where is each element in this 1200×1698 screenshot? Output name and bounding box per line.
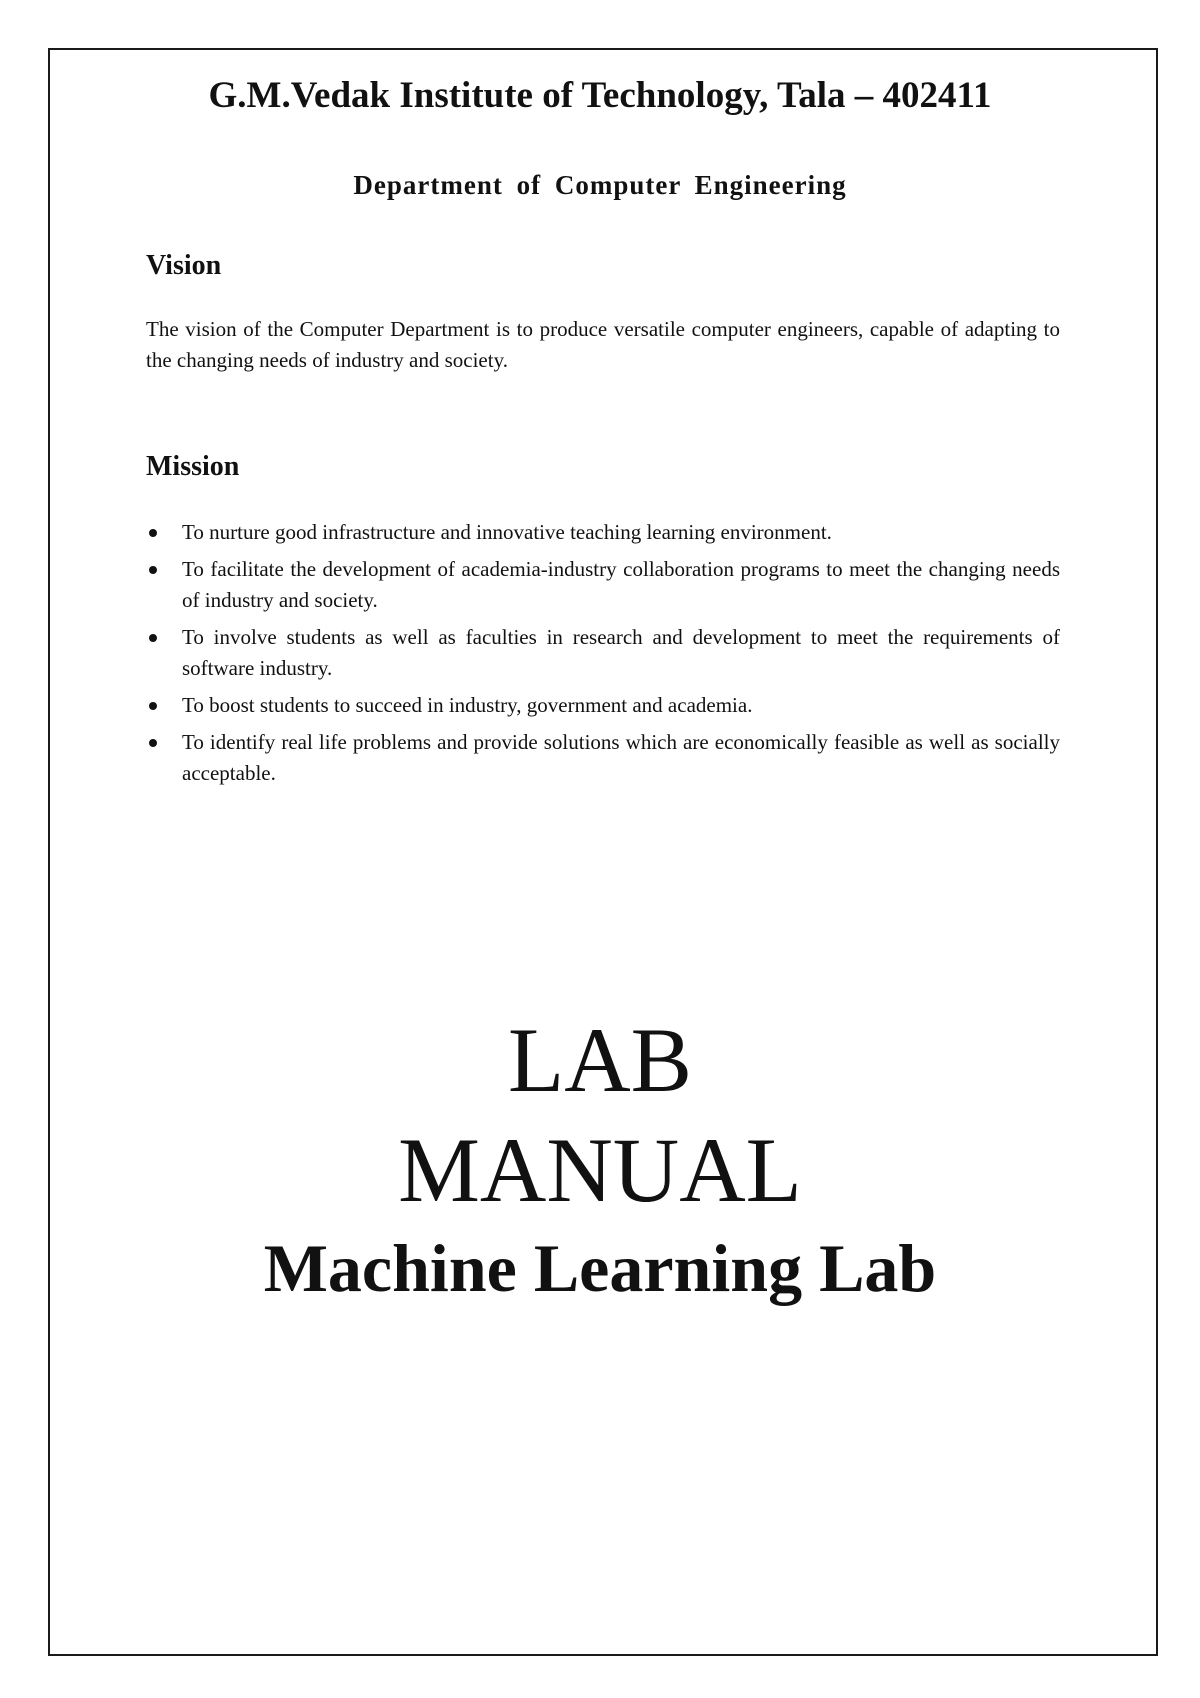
mission-item-text: To nurture good infrastructure and innovative teaching learning environment. [182,520,832,544]
mission-item [146,727,1060,789]
institute-title: G.M.Vedak Institute of Technology, Tala – 402411 [208,75,992,116]
bullet-icon [149,702,157,710]
page-border [48,48,1158,1656]
mission-item-text: To facilitate the development of academia-industry collaboration programs to meet the changing needs of industry and society. [182,557,1060,612]
mission-item [146,554,1060,616]
mission-item-text: To involve students as well as faculties in research and development to meet the requirements of software industry. [182,625,1060,680]
mission-item-text: To identify real life problems and provide solutions which are economically feasible as well as socially acceptable. [182,730,1060,785]
department-title: Department of Computer Engineering [353,170,847,200]
mission-item [146,517,1060,548]
vision-text: The vision of the Computer Department is to produce versatile computer engineers, capable of adapting to the changing needs of industry and society. [146,317,1060,372]
mission-item-text: To boost students to succeed in industry, government and academia. [182,693,753,717]
lab-subject-title: Machine Learning Lab [263,1230,937,1306]
mission-list [146,517,1060,795]
mission-item [146,690,1060,721]
cover-title-manual: MANUAL [398,1119,802,1221]
bullet-icon [149,529,157,537]
vision-heading: Vision [146,250,222,281]
cover-title-lab: LAB [508,1009,692,1111]
bullet-icon [149,634,157,642]
bullet-icon [149,566,157,574]
mission-item [146,622,1060,684]
bullet-icon [149,739,157,747]
mission-heading: Mission [146,451,240,482]
